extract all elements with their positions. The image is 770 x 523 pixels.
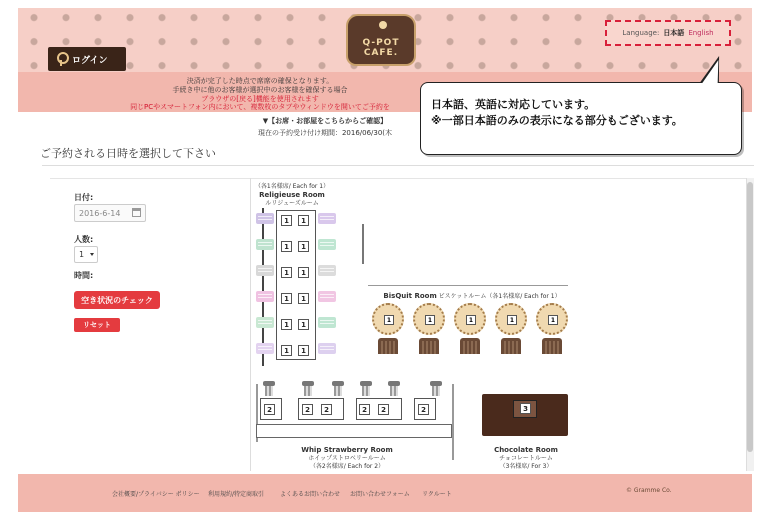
room-check-link[interactable]: ▼【お席・お部屋をこちらからご確認】 xyxy=(262,117,388,125)
bisquit-table xyxy=(372,303,404,335)
people-select[interactable]: 1 xyxy=(74,246,98,263)
whip-seat[interactable]: 2 xyxy=(321,404,332,415)
religieuse-seat[interactable]: 1 xyxy=(298,267,309,278)
bisquit-seat[interactable]: 1 xyxy=(548,315,558,325)
bisquit-room-label xyxy=(382,292,562,301)
whip-kana: ホイップストロベリールーム xyxy=(308,455,386,462)
religieuse-chair-left xyxy=(256,239,274,250)
hall-wall xyxy=(362,224,364,264)
callout-line-1: 日本語、英語に対応しています。 xyxy=(431,98,596,111)
religieuse-table xyxy=(276,210,316,360)
language-japanese-link[interactable]: 日本語 xyxy=(663,29,685,37)
religieuse-chair-left xyxy=(256,343,274,354)
bisquit-table xyxy=(413,303,445,335)
whip-seat[interactable]: 2 xyxy=(264,404,275,415)
bisquit-seat[interactable]: 1 xyxy=(466,315,476,325)
calendar-icon[interactable] xyxy=(132,208,141,217)
date-label: 日付: xyxy=(74,193,94,202)
religieuse-seat[interactable]: 1 xyxy=(281,293,292,304)
bisquit-seat[interactable]: 1 xyxy=(425,315,435,325)
logo-text: Q-POT CAFE. xyxy=(362,38,400,58)
whip-chair xyxy=(430,381,442,396)
notice-line-3: ブラウザの[戻る]機能を使用されます xyxy=(201,95,319,103)
whip-chair xyxy=(360,381,372,396)
religieuse-seat[interactable]: 1 xyxy=(281,319,292,330)
footer-link-terms[interactable]: 利用規約/特定商取引 xyxy=(208,491,265,498)
login-label: ログイン xyxy=(72,55,108,66)
notice-line-4: 同じPCやスマートフォン内において、複数枚のタブやウィンドウを開いてご予約を xyxy=(130,103,390,111)
bisquit-wall xyxy=(368,285,568,286)
footer-link-company[interactable]: 会社概要/プライバシー ポリシー xyxy=(112,491,200,498)
reservation-period: 現在の予約受け付け期間：2016/06/30(木 xyxy=(257,129,393,137)
scrollbar-thumb[interactable] xyxy=(747,182,753,452)
bisquit-seat[interactable]: 1 xyxy=(507,315,517,325)
chocolate-room-label xyxy=(478,446,574,471)
logo-ornament-icon xyxy=(379,21,387,29)
religieuse-chair-right xyxy=(318,343,336,354)
whip-wall-right xyxy=(452,384,454,460)
reset-button[interactable]: リセット xyxy=(74,318,120,332)
whip-room-label xyxy=(292,446,402,471)
religieuse-seat[interactable]: 1 xyxy=(281,215,292,226)
map-divider xyxy=(250,178,251,471)
religieuse-chair-right xyxy=(318,317,336,328)
whip-bench xyxy=(256,424,452,438)
bisquit-chair xyxy=(542,338,562,354)
religieuse-seat[interactable]: 1 xyxy=(298,319,309,330)
religieuse-chair-right xyxy=(318,239,336,250)
religieuse-chair-left xyxy=(256,265,274,276)
whip-chair xyxy=(302,381,314,396)
bisquit-chair xyxy=(501,338,521,354)
whip-seat[interactable]: 2 xyxy=(302,404,313,415)
whip-capacity: （各2名様席/ Each for 2） xyxy=(309,463,385,470)
cafe-logo[interactable] xyxy=(346,14,416,66)
bisquit-table xyxy=(454,303,486,335)
whip-seat[interactable]: 2 xyxy=(378,404,389,415)
religieuse-seat[interactable]: 1 xyxy=(281,345,292,356)
religieuse-kana: ルリジューズルーム xyxy=(265,200,319,207)
religieuse-chair-right xyxy=(318,265,336,276)
religieuse-chair-left xyxy=(256,317,274,328)
language-english-link[interactable]: English xyxy=(688,29,714,37)
whip-chair xyxy=(332,381,344,396)
whip-name: Whip Strawberry Room xyxy=(301,446,393,454)
notice-line-1: 決済が完了した時点で席席の確保となります。 xyxy=(186,77,334,85)
time-label: 時間: xyxy=(74,271,94,280)
religieuse-chair-right xyxy=(318,291,336,302)
footer-link-recruit[interactable]: リクルート xyxy=(422,491,452,498)
bisquit-name: BisQuit Room xyxy=(383,292,437,300)
footer-link-contact[interactable]: お問い合わせフォーム xyxy=(350,491,410,498)
chocolate-capacity: （3名様席/ For 3） xyxy=(499,463,553,470)
title-divider xyxy=(42,165,754,166)
religieuse-seat[interactable]: 1 xyxy=(298,293,309,304)
religieuse-seat[interactable]: 1 xyxy=(281,267,292,278)
chocolate-kana: チョコレートルーム xyxy=(499,455,553,462)
language-callout xyxy=(420,82,742,155)
religieuse-seat[interactable]: 1 xyxy=(298,345,309,356)
notice-line-2: 手続き中に他のお客様が選択中のお客様を確保する場合 xyxy=(172,86,348,94)
chocolate-seat[interactable]: 3 xyxy=(520,403,531,414)
whip-seat[interactable]: 2 xyxy=(418,404,429,415)
bisquit-chair xyxy=(460,338,480,354)
religieuse-seat[interactable]: 1 xyxy=(281,241,292,252)
footer-link-faq[interactable]: よくあるお問い合わせ xyxy=(280,491,341,498)
whip-chair xyxy=(263,381,275,396)
bisquit-table xyxy=(536,303,568,335)
religieuse-seat[interactable]: 1 xyxy=(298,215,309,226)
bisquit-chair xyxy=(419,338,439,354)
religieuse-capacity: （各1名様席/ Each for 1） xyxy=(254,183,330,190)
bisquit-table xyxy=(495,303,527,335)
bisquit-kana: ビスケットルーム（各1名様席/ Each for 1） xyxy=(438,293,561,300)
copyright: © Gramme Co. xyxy=(626,487,672,494)
religieuse-chair-left xyxy=(256,213,274,224)
check-availability-button[interactable]: 空き状況のチェック xyxy=(74,291,160,309)
chevron-down-icon xyxy=(90,253,94,256)
chocolate-name: Chocolate Room xyxy=(494,446,558,454)
language-label: Language: xyxy=(622,29,660,37)
religieuse-seat[interactable]: 1 xyxy=(298,241,309,252)
religieuse-chair-right xyxy=(318,213,336,224)
date-field[interactable]: 2016-6-14 xyxy=(74,204,146,222)
religieuse-chair-left xyxy=(256,291,274,302)
bisquit-seat[interactable]: 1 xyxy=(384,315,394,325)
login-button[interactable] xyxy=(48,47,126,71)
bisquit-chair xyxy=(378,338,398,354)
language-switcher xyxy=(605,20,731,46)
whip-seat[interactable]: 2 xyxy=(359,404,370,415)
people-label: 人数: xyxy=(74,235,94,244)
whip-chair xyxy=(388,381,400,396)
key-icon xyxy=(56,52,66,66)
page-title: ご予約される日時を選択して下さい xyxy=(40,147,216,160)
religieuse-room-label xyxy=(252,183,332,208)
religieuse-name: Religieuse Room xyxy=(259,191,325,199)
callout-line-2: ※一部日本語のみの表示になる部分もございます。 xyxy=(431,114,683,127)
